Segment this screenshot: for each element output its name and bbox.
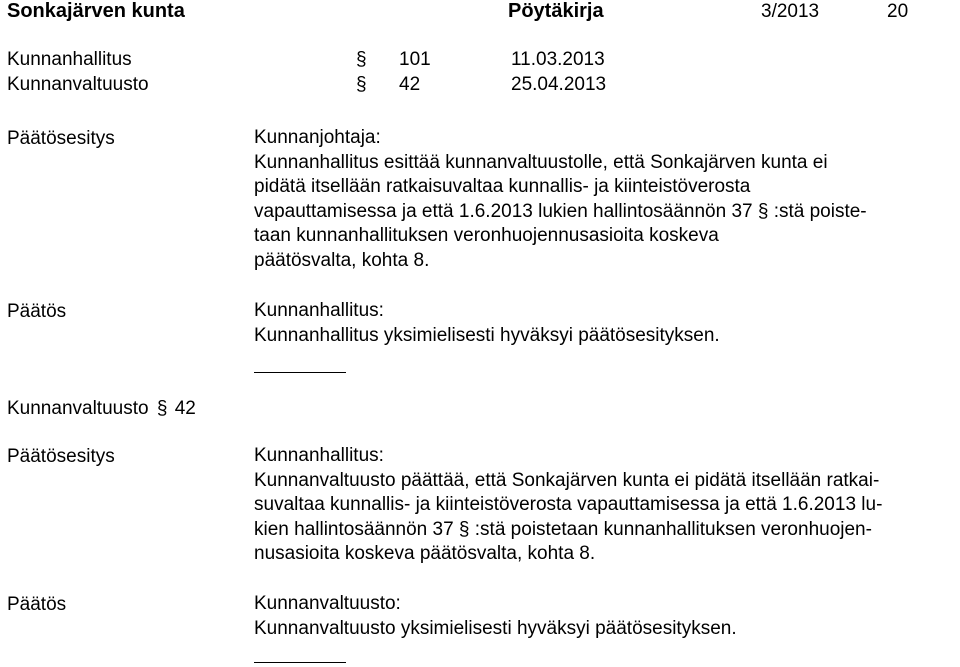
document-number: 3/2013: [761, 1, 820, 22]
section-heading: [7, 398, 196, 420]
decision-text: [254, 299, 720, 348]
section-end-rule: [254, 372, 346, 373]
proposal-author: Kunnanjohtaja:: [254, 127, 381, 148]
decision-author: Kunnanvaltuusto:: [254, 593, 401, 614]
decision-line: Kunnanhallitus yksimielisesti hyväksyi päätösesityksen.: [254, 324, 720, 346]
document-type: Pöytäkirja: [508, 0, 604, 22]
proposal-label: Päätösesitys: [7, 128, 115, 149]
decision-line: Kunnanvaltuusto yksimielisesti hyväksyi päätösesityksen.: [254, 617, 737, 639]
meeting-section: 101: [399, 49, 431, 70]
proposal-line: suvaltaa kunnallis- ja kiinteistöverosta vapauttamisessa ja että 1.6.2013 lu-: [254, 494, 883, 515]
proposal-label: Päätösesitys: [7, 446, 115, 467]
proposal-author: Kunnanhallitus:: [254, 445, 384, 466]
proposal-line: taan kunnanhallituksen veronhuojennusasioita koskeva: [254, 225, 719, 246]
meeting-body: Kunnanvaltuusto: [7, 74, 149, 95]
meeting-date: 25.04.2013: [511, 74, 607, 95]
decision-label: Päätös: [7, 301, 67, 322]
meeting-body: Kunnanhallitus: [7, 49, 132, 70]
proposal-line: kien hallintosäännön 37 § :stä poistetaan kunnanhallituksen veronhuojen-: [254, 518, 872, 540]
proposal-text: [254, 126, 867, 273]
organization-name: Sonkajärven kunta: [7, 0, 185, 22]
section-heading-number: 42: [174, 398, 196, 419]
page-number: 20: [887, 1, 909, 22]
decision-text: [254, 592, 737, 641]
proposal-line: nusasioita koskeva päätösvalta, kohta 8.: [254, 543, 596, 564]
proposal-line: päätösvalta, kohta 8.: [254, 249, 430, 271]
meeting-section: 42: [399, 74, 421, 95]
proposal-text: [254, 444, 882, 567]
proposal-line: Kunnanhallitus esittää kunnanvaltuustolle, että Sonkajärven kunta ei: [254, 151, 828, 173]
decision-label: Päätös: [7, 594, 67, 615]
section-heading-body: Kunnanvaltuusto: [7, 398, 149, 419]
section-sign: §: [356, 49, 367, 70]
section-end-rule: [254, 662, 346, 663]
proposal-line: pidätä itsellään ratkaisuvaltaa kunnallis- ja kiinteistöverosta: [254, 176, 751, 197]
proposal-line: vapauttamisessa ja että 1.6.2013 lukien hallintosäännön 37 § :stä poiste-: [254, 200, 867, 222]
meeting-date: 11.03.2013: [511, 49, 605, 70]
proposal-line: Kunnanvaltuusto päättää, että Sonkajärven kunta ei pidätä itsellään ratkai-: [254, 469, 880, 491]
section-sign: §: [356, 74, 367, 95]
section-sign: §: [156, 398, 168, 419]
decision-author: Kunnanhallitus:: [254, 300, 384, 321]
